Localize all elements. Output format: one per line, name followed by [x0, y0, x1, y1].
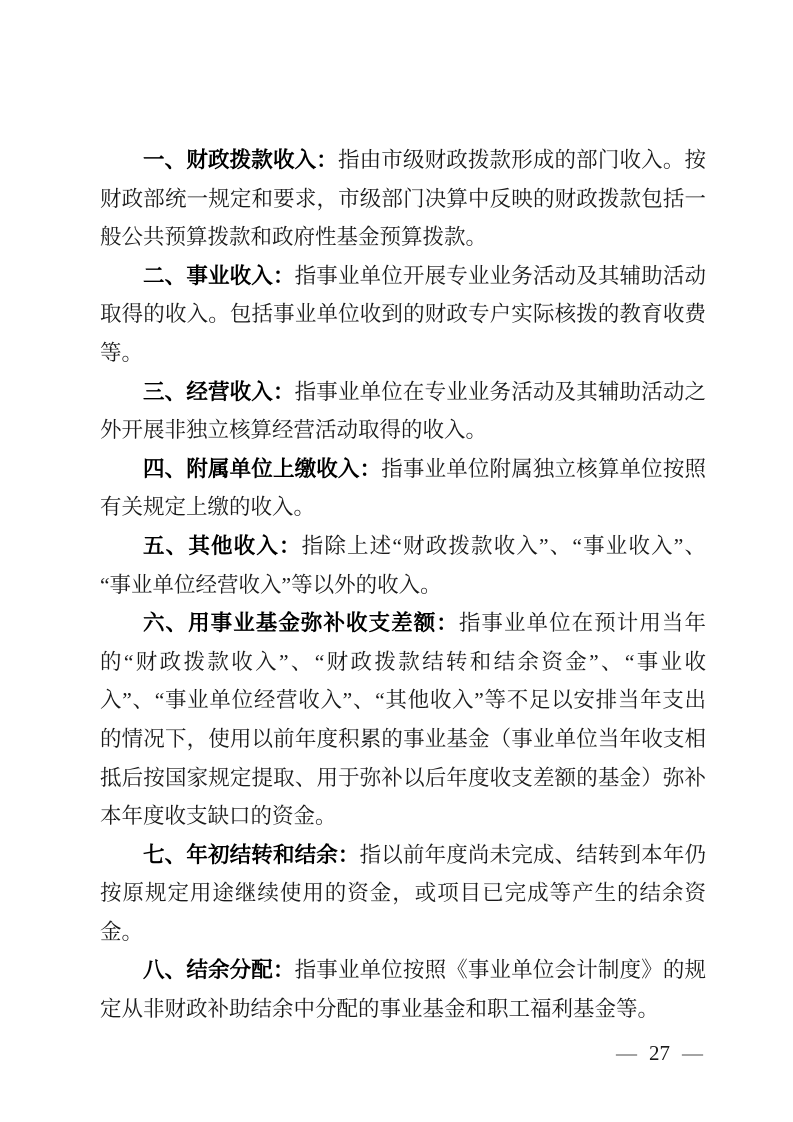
- page-number-dash-right: —: [682, 1041, 703, 1065]
- document-body: [100, 141, 706, 1029]
- term-label: 二、事业收入：: [143, 263, 295, 288]
- term-label: 三、经营收入：: [143, 379, 295, 404]
- term-definition: 指事业单位在专业业务活动及其辅助活动之外开展非独立核算经营活动取得的收入。: [100, 379, 706, 443]
- term-definition: 指由市级财政拨款形成的部门收入。按财政部统一规定和要求，市级部门决算中反映的财政拨款包括一般公共预算拨款和政府性基金预算拨款。: [100, 148, 706, 250]
- page-number: [0, 1038, 793, 1068]
- definition-paragraph: [100, 951, 706, 1028]
- term-definition: 指事业单位在预计用当年的“财政拨款收入”、“财政拨款结转和结余资金”、“事业收入”、“事业单位经营收入”、“其他收入”等不足以安排当年支出的情况下，使用以前年度积累的事业基金（事业单位当年收支相抵后按国家规定提取、用于弥补以后年度收支差额的基金）弥补本年度收支缺口的资金。: [100, 611, 706, 829]
- term-definition: 指事业单位按照《事业单位会计制度》的规定从非财政补助结余中分配的事业基金和职工福利基金等。: [100, 958, 706, 1022]
- term-definition: 指除上述“财政拨款收入”、“事业收入”、 “事业单位经营收入”等以外的收入。: [100, 533, 706, 597]
- term-label: 四、附属单位上缴收入：: [143, 456, 382, 481]
- term-label: 八、结余分配：: [143, 958, 295, 983]
- definition-paragraph: [100, 257, 706, 373]
- definition-paragraph: [100, 450, 706, 527]
- term-label: 一、财政拨款收入：: [143, 148, 338, 172]
- term-definition: 指以前年度尚未完成、结转到本年仍按原规定用途继续使用的资金，或项目已完成等产生的结余资金。: [100, 842, 706, 944]
- term-label: 六、用事业基金弥补收支差额：: [143, 611, 459, 636]
- term-label: 七、年初结转和结余：: [143, 842, 360, 867]
- term-label: 五、其他收入：: [143, 533, 302, 558]
- definition-paragraph: [100, 604, 706, 836]
- definition-paragraph: [100, 527, 706, 604]
- term-definition: 指事业单位开展专业业务活动及其辅助活动取得的收入。包括事业单位收到的财政专户实际核拨的教育收费等。: [100, 263, 706, 365]
- definition-paragraph: [100, 836, 706, 952]
- page-number-value: 27: [649, 1041, 670, 1065]
- page-number-dash-left: —: [616, 1041, 637, 1065]
- definition-paragraph: [100, 373, 706, 450]
- term-definition: 指事业单位附属独立核算单位按照有关规定上缴的收入。: [100, 456, 706, 520]
- definition-paragraph: [100, 141, 706, 257]
